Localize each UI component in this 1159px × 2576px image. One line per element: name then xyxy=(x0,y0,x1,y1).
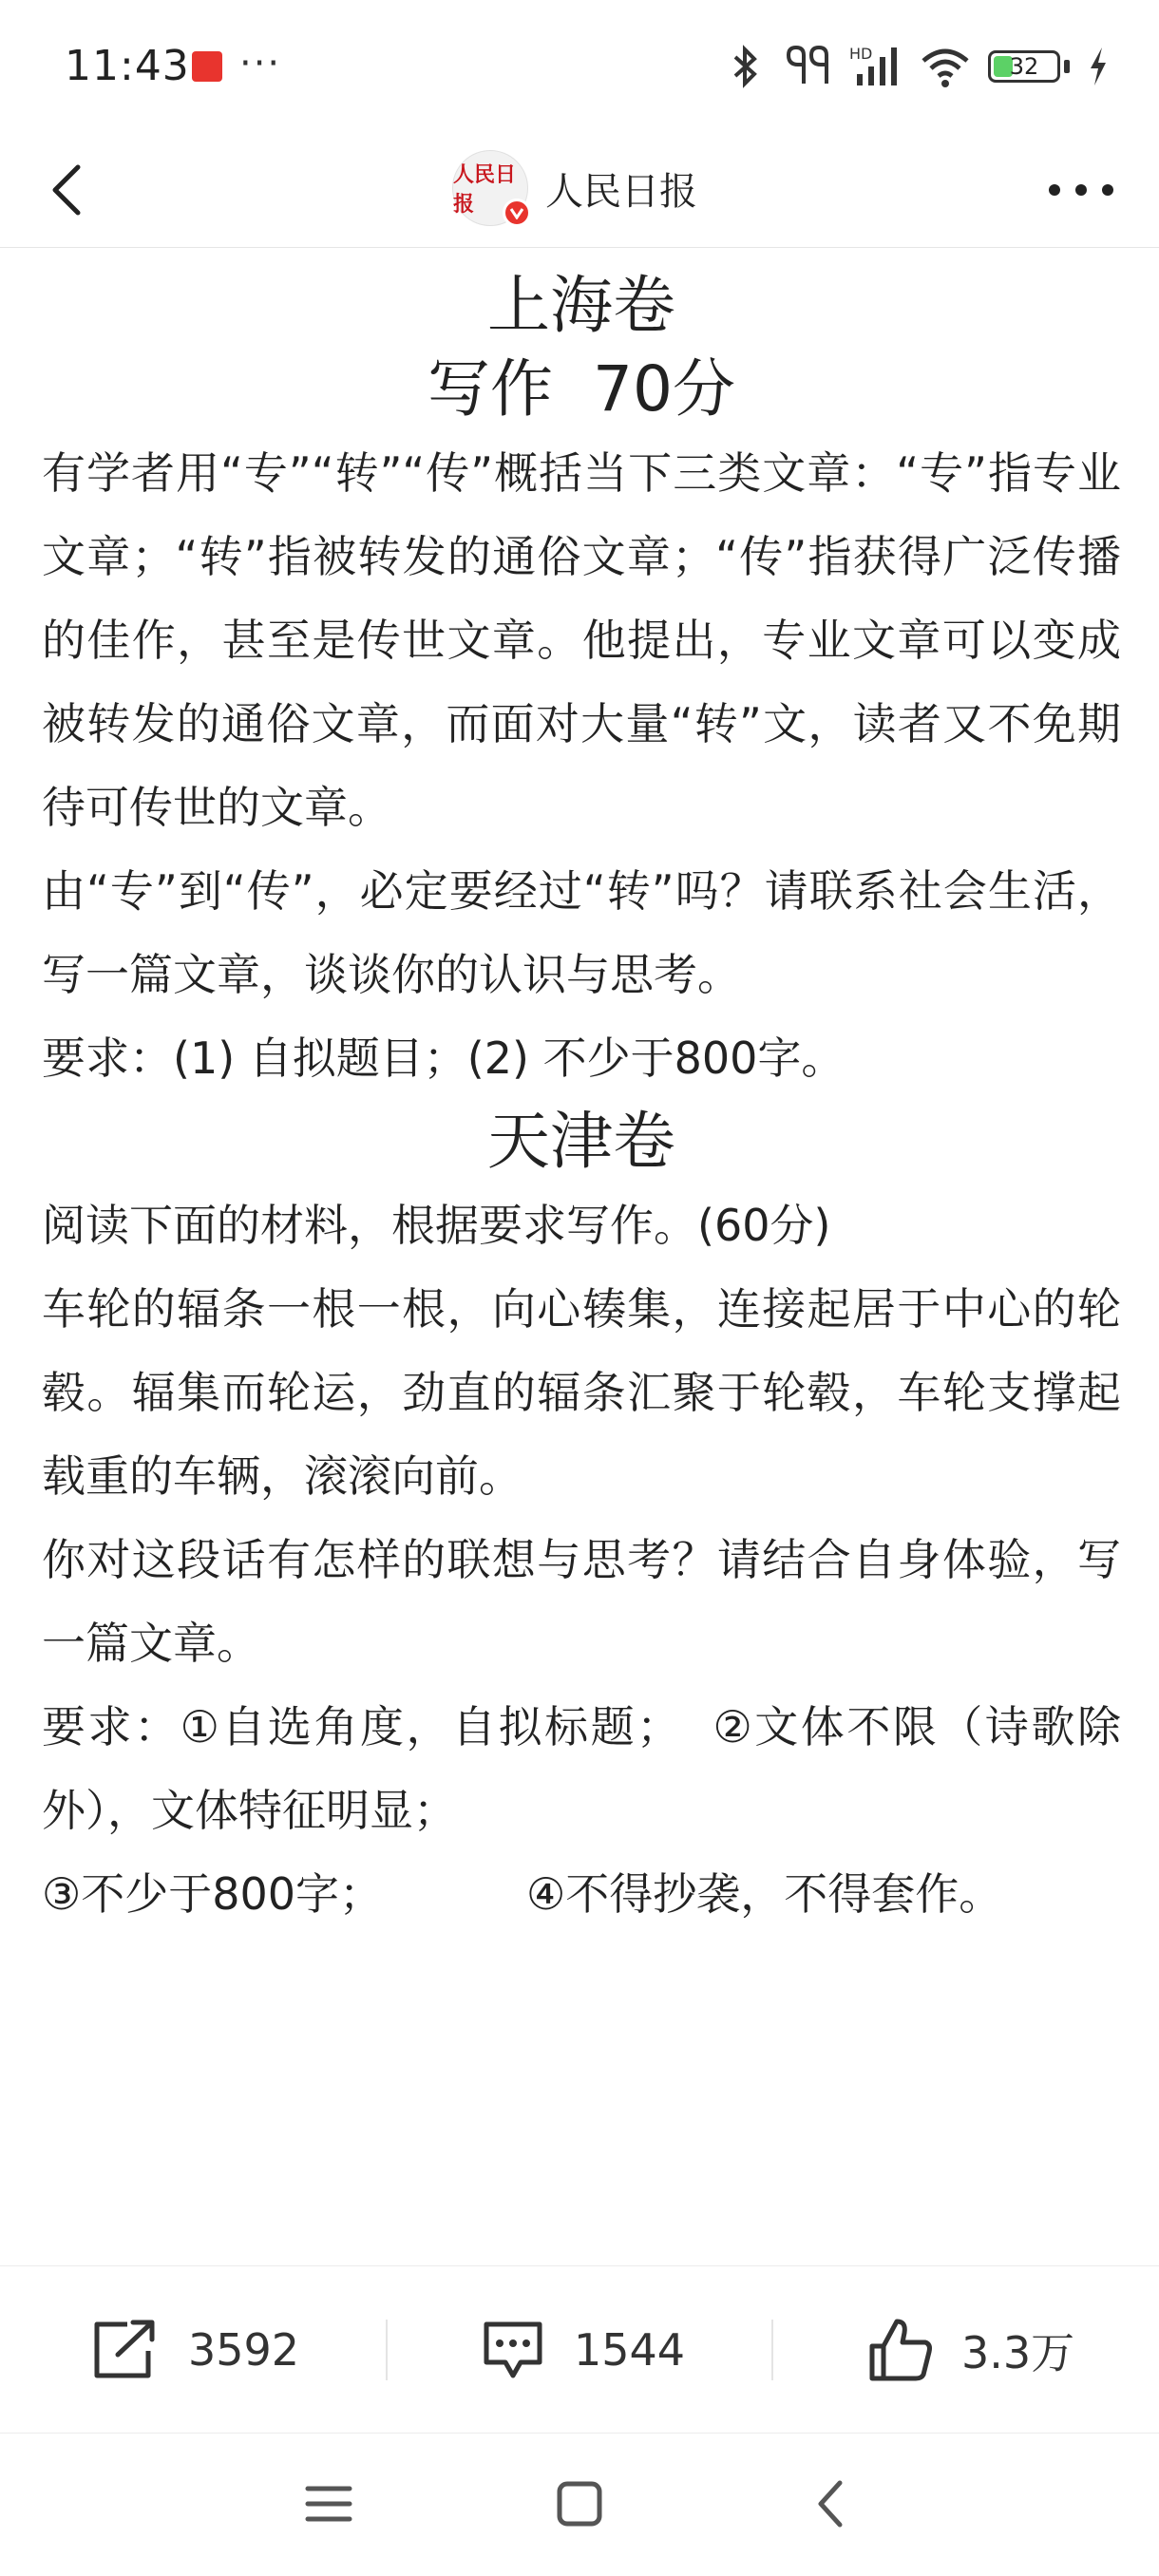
status-time: 11:43 xyxy=(65,42,190,90)
avatar-logo: 人民日报 xyxy=(453,162,517,217)
status-bar xyxy=(0,0,1159,133)
system-navigation-bar xyxy=(0,2432,1159,2576)
home-button[interactable] xyxy=(551,2475,608,2532)
section-title-tianjin: 天津卷 xyxy=(487,1105,675,1178)
like-count: 3.3万 xyxy=(961,2326,1075,2378)
share-button[interactable] xyxy=(89,2266,299,2433)
back-button[interactable] xyxy=(34,152,110,228)
recent-apps-button[interactable] xyxy=(300,2475,357,2532)
verified-badge xyxy=(503,199,531,227)
comment-count: 1544 xyxy=(574,2323,686,2376)
charging-icon xyxy=(1087,46,1110,87)
article-header xyxy=(0,133,1159,248)
battery-level: 32 xyxy=(1009,53,1039,80)
paragraph: 有学者用“专”“转”“传”概括当下三类文章：“专”指专业文章；“转”指被转发的通俗文章；“传”指获得广泛传播的佳作，甚至是传世文章。他提出，专业文章可以变成被转发的通俗文章，而面对大量“转”文，读者又不免期待可传世的文章。 xyxy=(42,447,1121,833)
back-chevron-icon xyxy=(804,2475,861,2532)
battery-indicator xyxy=(988,50,1060,83)
notification-overflow: ··· xyxy=(239,42,282,85)
divider xyxy=(771,2320,773,2380)
article-body xyxy=(42,264,1121,1936)
account-info[interactable] xyxy=(452,150,697,226)
notification-app-icon xyxy=(192,51,222,82)
paragraph: 由“专”到“传”，必定要经过“转”吗？请联系社会生活，写一篇文章，谈谈你的认识与思考。 xyxy=(42,865,1121,1000)
avatar[interactable] xyxy=(452,150,528,226)
requirements-row xyxy=(42,1852,1121,1936)
section-subtitle-writing: 写作 70分 xyxy=(428,352,735,426)
battery-cap xyxy=(1064,60,1070,73)
system-icons xyxy=(728,42,1110,91)
earbuds-icon xyxy=(783,44,832,89)
svg-text:HD: HD xyxy=(849,45,873,63)
divider xyxy=(386,2320,388,2380)
wifi-icon xyxy=(920,44,971,89)
requirement-item: ④不得抄袭，不得套作。 xyxy=(526,1868,1003,1920)
menu-lines-icon xyxy=(300,2475,357,2532)
more-dots-icon xyxy=(1045,171,1117,209)
share-icon xyxy=(89,2317,162,2383)
bluetooth-icon xyxy=(728,44,766,89)
paragraph: 要求：(1) 自拟题目；(2) 不少于800字。 xyxy=(42,1032,846,1084)
account-name[interactable]: 人民日报 xyxy=(545,169,697,214)
system-back-button[interactable] xyxy=(804,2475,861,2532)
comment-icon xyxy=(479,2317,547,2383)
paragraph: 车轮的辐条一根一根，向心辏集，连接起居于中心的轮毂。辐集而轮运，劲直的辐条汇聚于轮毂，车轮支撑起载重的车辆，滚滚向前。 xyxy=(42,1283,1121,1502)
comment-button[interactable] xyxy=(479,2266,685,2433)
paragraph: 阅读下面的材料，根据要求写作。(60分) xyxy=(42,1200,831,1251)
verified-check-icon xyxy=(509,206,524,219)
share-count: 3592 xyxy=(188,2323,300,2376)
thumbs-up-icon xyxy=(866,2316,935,2384)
paragraph: 你对这段话有怎样的联想与思考？请结合自身体验，写一篇文章。 xyxy=(42,1534,1121,1669)
section-title-shanghai: 上海卷 xyxy=(487,269,675,342)
signal-icon xyxy=(849,44,902,89)
more-options-button[interactable] xyxy=(1045,171,1117,209)
engagement-bar xyxy=(0,2265,1159,2434)
paragraph: 要求：①自选角度，自拟标题； ②文体不限（诗歌除外），文体特征明显； xyxy=(42,1701,1121,1836)
home-square-icon xyxy=(551,2475,608,2532)
requirement-item: ③不少于800字； xyxy=(42,1868,384,1920)
back-arrow-icon xyxy=(34,152,110,228)
like-button[interactable] xyxy=(866,2266,1074,2433)
